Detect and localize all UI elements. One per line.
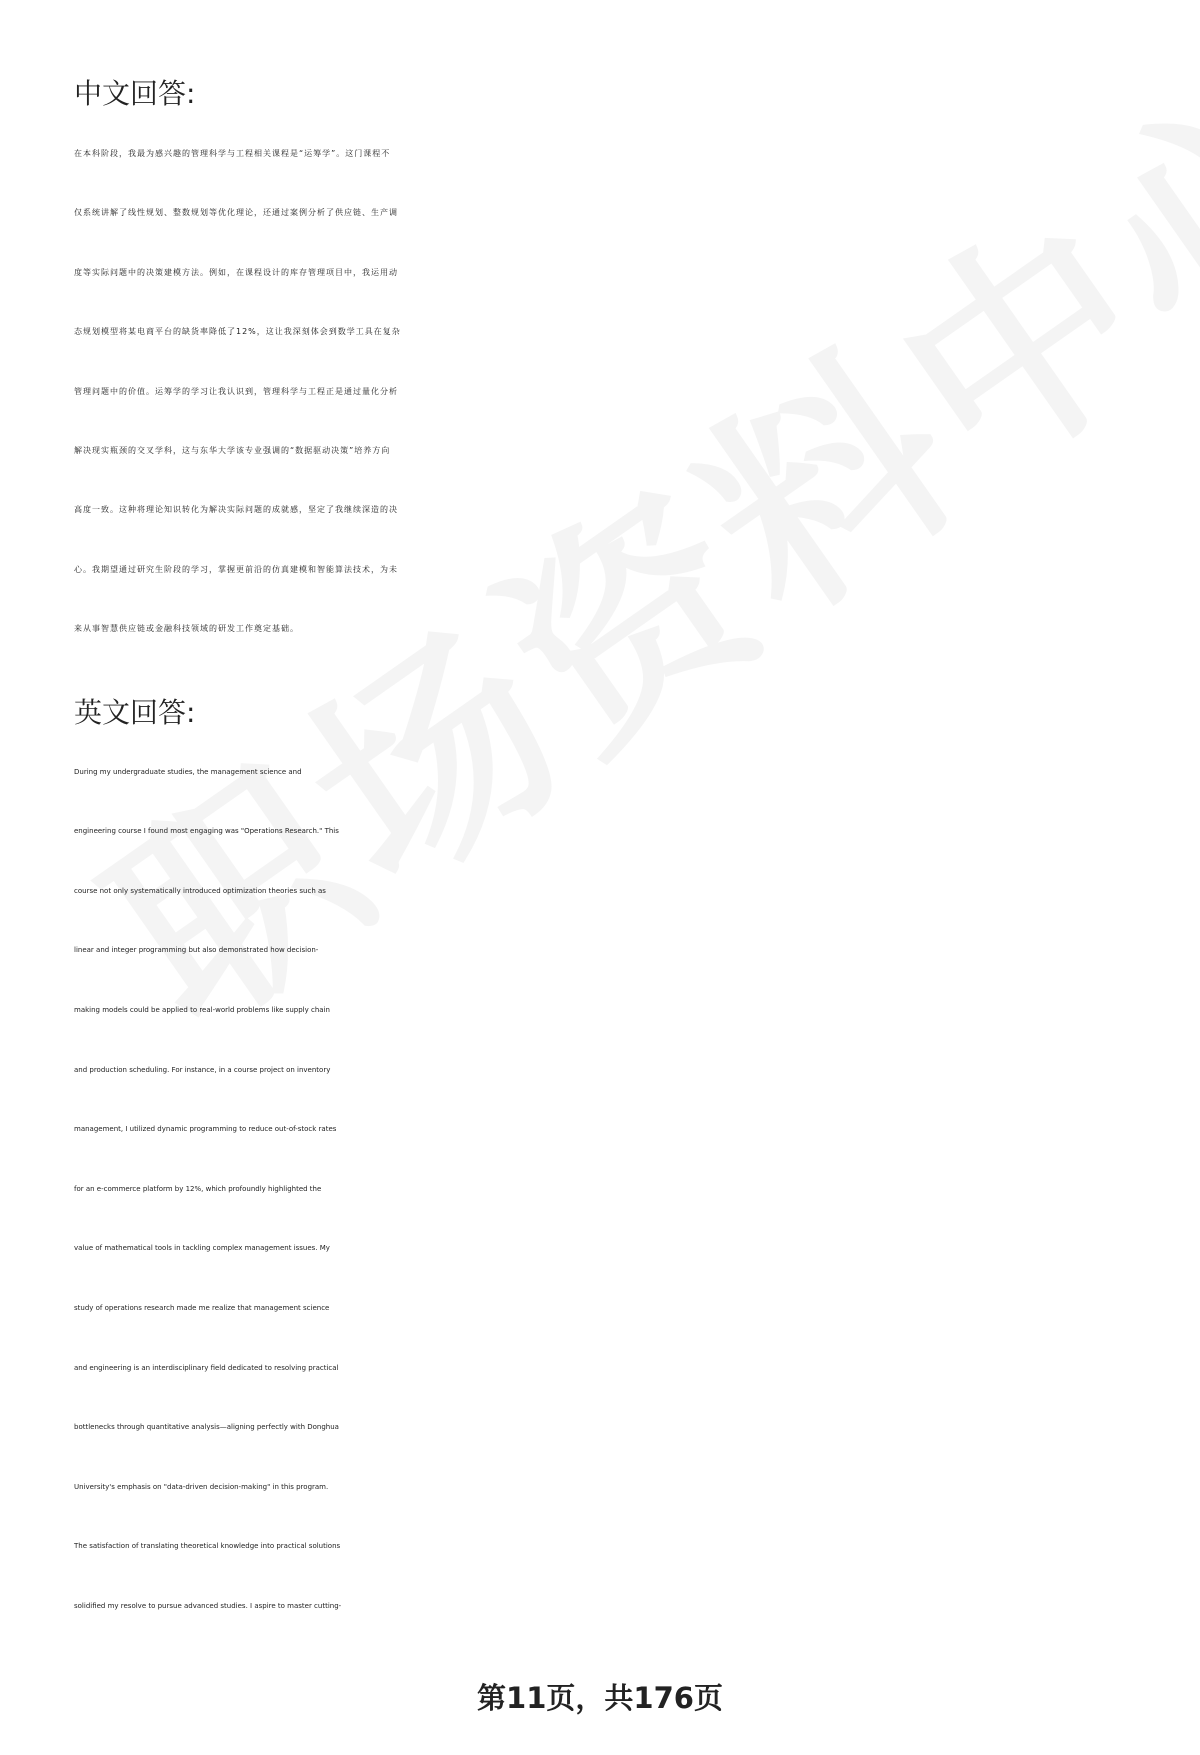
english-answer-body [74, 743, 1154, 1637]
chinese-answer-line: 来从事智慧供应链或金融科技领域的研发工作奠定基础。 [74, 624, 299, 634]
english-answer-line: The satisfaction of translating theoretical knowledge into practical solutions [74, 1542, 341, 1551]
chinese-answer-line: 仅系统讲解了线性规划、整数规划等优化理论，还通过案例分析了供应链、生产调 [74, 208, 398, 218]
section-gap [74, 659, 1154, 683]
english-answer-line: University's emphasis on "data-driven decision-making" in this program. [74, 1482, 329, 1491]
english-answer-line: and engineering is an interdisciplinary field dedicated to resolving practical [74, 1363, 339, 1372]
chinese-answer-heading: 中文回答: [74, 77, 196, 110]
chinese-answer-line: 解决现实瓶颈的交叉学科，这与东华大学该专业强调的“数据驱动决策”培养方向 [74, 446, 391, 456]
english-answer-line: During my undergraduate studies, the management science and [74, 767, 302, 776]
chinese-answer-body [74, 124, 1154, 659]
english-answer-line: bottlenecks through quantitative analysis—aligning perfectly with Donghua [74, 1423, 339, 1432]
english-answer-line: engineering course I found most engaging was "Operations Research." This [74, 827, 339, 836]
english-answer-line: solidified my resolve to pursue advanced studies. I aspire to master cutting- [74, 1601, 342, 1610]
chinese-answer-line: 高度一致。这种将理论知识转化为解决实际问题的成就感，坚定了我继续深造的决 [74, 505, 398, 515]
chinese-answer-line: 在本科阶段，我最为感兴趣的管理科学与工程相关课程是“运筹学”。这门课程不 [74, 149, 391, 158]
page-content [74, 64, 1154, 1637]
chinese-answer-line: 态规划模型将某电商平台的缺货率降低了12%，这让我深刻体会到数学工具在复杂 [74, 327, 401, 337]
page-number: 第11页，共176页 [477, 1681, 723, 1715]
chinese-answer-line: 管理问题中的价值。运筹学的学习让我认识到，管理科学与工程正是通过量化分析 [74, 386, 398, 396]
english-answer-line: linear and integer programming but also demonstrated how decision- [74, 946, 319, 955]
english-answer-line: for an e-commerce platform by 12%, which profoundly highlighted the [74, 1184, 322, 1193]
english-answer-line: management, I utilized dynamic programming to reduce out-of-stock rates [74, 1125, 337, 1134]
chinese-answer-line: 度等实际问题中的决策建模方法。例如，在课程设计的库存管理项目中，我运用动 [74, 267, 398, 277]
english-answer-line: course not only systematically introduced optimization theories such as [74, 886, 326, 895]
english-answer-line: making models could be applied to real-world problems like supply chain [74, 1006, 330, 1015]
english-answer-line: study of operations research made me realize that management science [74, 1304, 330, 1312]
english-answer-line: value of mathematical tools in tackling complex management issues. My [74, 1244, 330, 1253]
chinese-answer-line: 心。我期望通过研究生阶段的学习，掌握更前沿的仿真建模和智能算法技术，为未 [74, 564, 398, 574]
english-answer-heading: 英文回答: [74, 695, 196, 729]
english-answer-line: and production scheduling. For instance, in a course project on inventory [74, 1065, 331, 1074]
